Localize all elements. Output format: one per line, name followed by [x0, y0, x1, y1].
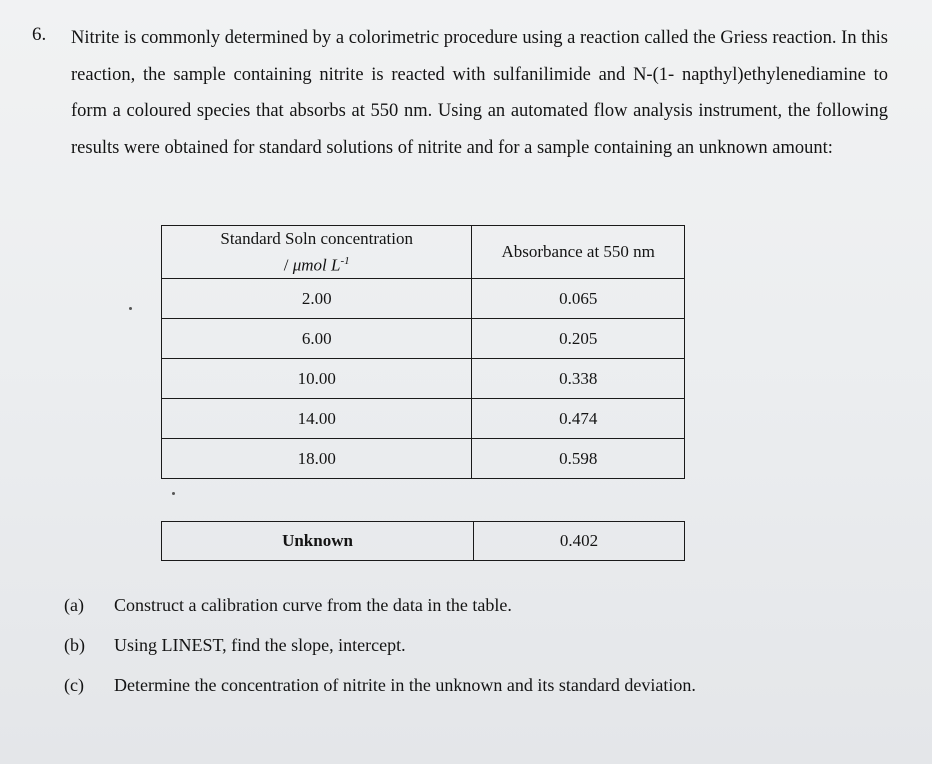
- cell-concentration: 2.00: [162, 279, 472, 319]
- unit-prefix: /: [283, 255, 293, 275]
- intro-line: napthyl)ethylenediamine to form a coloured species that absorbs at 550 nm. Using an automated: [71, 64, 888, 121]
- part-text: Construct a calibration curve from the data in the table.: [114, 594, 512, 615]
- cell-concentration: 14.00: [162, 399, 472, 439]
- part-letter: (a): [64, 594, 84, 615]
- unit-text: μmol L: [292, 255, 341, 275]
- unknown-row: [162, 522, 685, 561]
- table-row: [162, 399, 685, 439]
- intro-line: flow analysis instrument, the following results were obtained for standard solutions of nitrite and: [71, 101, 889, 158]
- table-header-row: [162, 226, 685, 279]
- question-part-a: [64, 585, 864, 625]
- question-number: 6.: [32, 24, 47, 45]
- part-letter: (c): [64, 674, 84, 695]
- part-text: Determine the concentration of nitrite in the unknown and its standard deviation.: [114, 674, 696, 695]
- cell-absorbance: 0.205: [472, 319, 685, 359]
- question-intro: [71, 20, 888, 166]
- cell-absorbance: 0.338: [472, 359, 685, 399]
- question-parts: [64, 585, 864, 705]
- intro-line: for a sample containing an unknown amount:: [497, 137, 833, 158]
- cell-absorbance: 0.598: [472, 439, 685, 479]
- cell-absorbance: 0.474: [472, 399, 685, 439]
- table-row: [162, 439, 685, 479]
- cell-concentration: 18.00: [162, 439, 472, 479]
- part-letter: (b): [64, 634, 85, 655]
- table-row: [162, 279, 685, 319]
- table-row: [162, 319, 685, 359]
- header-concentration: [162, 226, 472, 279]
- standards-table: [161, 225, 685, 479]
- cell-concentration: 6.00: [162, 319, 472, 359]
- unknown-absorbance: 0.402: [474, 522, 685, 561]
- unknown-table: [161, 521, 685, 561]
- table-row: [162, 359, 685, 399]
- cell-concentration: 10.00: [162, 359, 472, 399]
- cell-absorbance: 0.065: [472, 279, 685, 319]
- question-part-b: [64, 625, 864, 665]
- intro-line: reaction. In this reaction, the sample containing nitrite is reacted with sulfanilimide and N-(1-: [71, 28, 888, 85]
- header-concentration-line1: Standard Soln concentration: [220, 228, 413, 248]
- header-absorbance: Absorbance at 550 nm: [472, 226, 685, 279]
- stray-mark: [172, 492, 175, 495]
- part-text: Using LINEST, find the slope, intercept.: [114, 634, 406, 655]
- unknown-label: Unknown: [162, 522, 474, 561]
- header-concentration-unit: [162, 250, 471, 277]
- unit-exponent: -1: [340, 254, 350, 267]
- intro-line: Nitrite is commonly determined by a colorimetric procedure using a reaction called the Griess: [71, 28, 768, 48]
- stray-mark: [129, 307, 132, 310]
- question-part-c: [64, 665, 864, 705]
